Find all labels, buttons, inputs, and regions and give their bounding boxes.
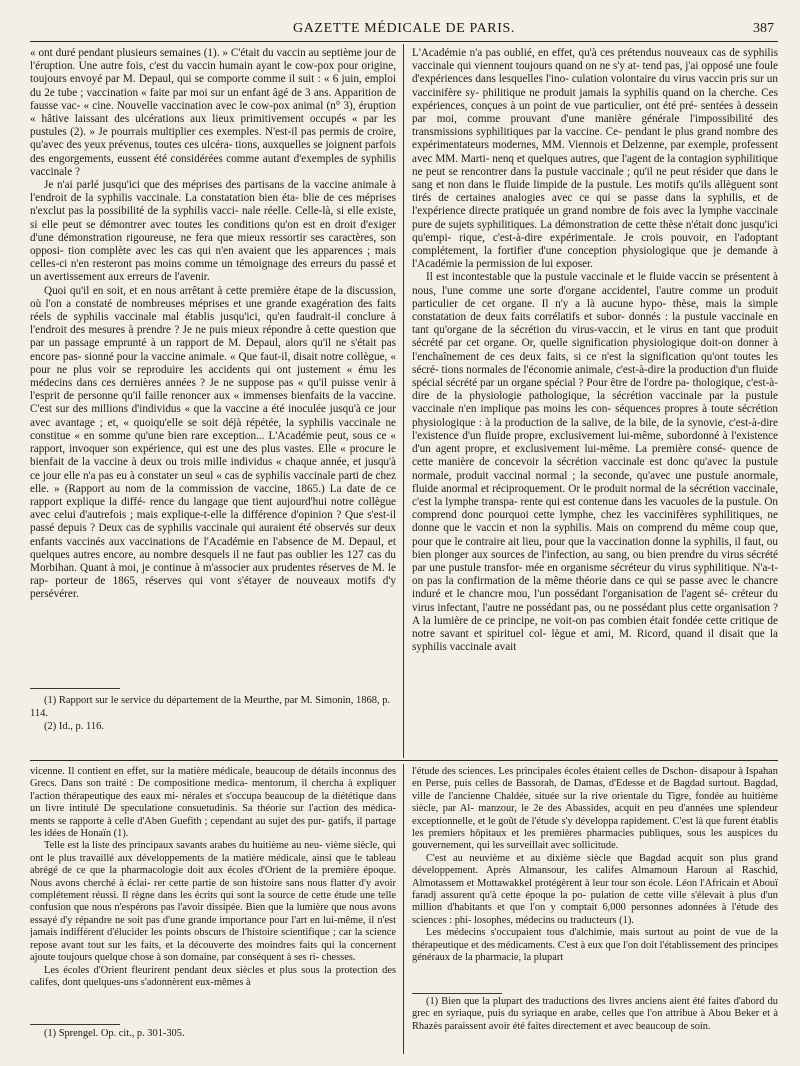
footnote: (1) Bien que la plupart des traductions des livres anciens aient été faites d'abord du grec en syriaque, puis du syriaque en arabe, celles que l'on attribue à Abou Beker et à Rhazès paraissent avoir été faites directement et avec beaucoup de soin. xyxy=(412,996,778,1032)
section-rule xyxy=(30,760,778,761)
paragraph: Il est incontestable que la pustule vaccinale et le fluide vaccin se présentent à nous, l'une comme une sorte d'organe accidentel, l'autre comme un produit particulier de cet organe. Il n'y a là aucune hypo- thèse, mais la simple constatation de deux faits corrélatifs et subor- donnés : la pustule vaccinale en tant qu'organe de la sécrétion du virus-vaccin, et le virus en tant que produit sécrété par cet organe. Or, quelle signification physiologique doit-on donner à l'enchaînement de ces deux faits, si ce n'est la signification qu'ont toutes les sécré- tions normales de l'économie animale, c'est-à-dire la production d'un fluide spécial sécrété par un organe spécial ? Pour être de l'ordre pa- thologique, c'est-à-dire de la physiologie pathologique, la sécrétion vaccinale par la pustule vaccinale n'en implique pas moins les con- séquences propres à toute sécrétion physiologique : à la production de la salive, de la bile, de la synovie, c'est-à-dire l'existence d'un fluide propre, exclusivement lui-même, subordonné à l'existence d'un agent propre, et exclusivement lui-même. La première consé- quence de cette manière de concevoir la sécrétion vaccinale est donc qu'avec la pustule normale, produit vaccinal normal ; la seconde, qu'avec une pustule anormale, fluide anormal et réciproquement. Or le produit normal de la sécrétion vaccinale, c'est la lymphe transpa- rente qui est contenue dans les vacuoles de la pustule. On comprend donc pourquoi cette lymphe, chez les vaccinifères syphilitiques, ne donne que le vaccin et non la syphilis. Mais on comprend du même coup que, pour que le contraire ait lieu, pour que la vaccination donne la syphilis, il faut, ou bien plonger aux sources de l'infection, au sang, ou bien prendre du virus sécrété par une pustule transfor- mée en organisme sécréteur du virus syphilitique. N'a-t-on pas la confirmation de la même théorie dans ce qui se passe avec le chancre induré et le chancre mou, l'un possédant l'organisation de l'agent sé- créteur du virus infectant, l'autre ne possédant pas, ou ne possédant plus cette organisation ? A la lumière de ce principe, ne voit-on pas combien était fondée cette critique de notre savant et spirituel col- lègue et ami, M. Ricord, quand il disait que la syphilis vaccinale avait xyxy=(412,271,778,654)
footnote-rule xyxy=(412,993,502,994)
column-bottom-right xyxy=(412,766,778,992)
column-top-left xyxy=(30,47,396,681)
footnote-rule xyxy=(30,688,120,689)
paragraph: Quoi qu'il en soit, et en nous arrêtant à cette première étape de la discussion, où l'on a constaté de nombreuses méprises et une grande exagération des faits réels de syphilis vaccinale mal établis jusqu'ici, qu'en faudrait-il conclure à l'endroit des mesures à prendre ? Je ne puis mieux répondre à cette question que par un passage emprunté à un rapport de M. Depaul, alors qu'il ne s'était pas encore pas- sionné pour la vaccine animale. « Que faut-il, disait notre collègue, « pour ne plus voir se reproduire les accidents qui ont justement « ému les médecins dans ces dernières années ? Je ne suppose pas « qu'il puisse venir à l'esprit de personne qu'il faille renoncer aux « immenses bienfaits de la vaccine. C'est sur des millions d'individus « que la vaccine a été inoculée jusqu'à ce jour avec avantage ; et, « quoiqu'elle se soit déjà répétée, la syphilis vaccinale ne constitue « en somme qu'une bien rare exception... L'Académie peut, sous ce « rapport, invoquer son expérience, qui est une des plus vastes. Elle « procure le bienfait de la vaccine à deux ou trois mille individus « chaque année, et jusqu'à ce jour elle n'a pas eu à constater un seul « cas de syphilis vaccinale parti de chez elle. » (Rapport au nom de la commission de vaccine, 1865.) La date de ce rapport explique la diffé- rence du langage que tient aujourd'hui notre collègue avec celui d'autrefois ; mais explique-t-elle la différence d'opinion ? Que s'est-il passé depuis ? Deux cas de syphilis vaccinale qui auraient été observés sur deux enfants vaccinés aux vaccinations de l'Académie en l'absence de M. Depaul, et quelques autres encore, au nombre desquels il ne faut pas oublier les 127 cas du Morbihan. Quant à moi, je continue à m'associer aux prudentes réserves de M. le rap- porteur de 1865, réserves qui vont s'étayer de nouveaux motifs d'y persévérer. xyxy=(30,284,396,601)
paragraph: « ont duré pendant plusieurs semaines (1). » C'était du vaccin au septième jour de l'éruption. Une autre fois, c'est du vaccin humain ayant le cow-pox pour origine, toujours envoyé par M. Depaul, qui se comporte comme il suit : « 6 juin, emploi du 2e tube ; vaccination « faite par moi sur un enfant âgé de 3 ans. Apparition de fausse vac- « cine. Nouvelle vaccination avec le cow-pox animal (n° 3), éruption « hâtive laissant des ulcérations aux lieux primitivement occupés « par les pustules (2). » Je pourrais multiplier ces exemples. N'est-il pas permis de croire, qu'avec des yeux prévenus, toutes ces ulcéra- tions, auxquelles se joignent parfois des engorgements, eussent été considérées comme autant d'exemples de syphilis vaccinale ? xyxy=(30,47,396,178)
footnote: (1) Sprengel. Op. cit., p. 301-305. xyxy=(44,1028,185,1039)
running-head xyxy=(30,20,778,40)
paragraph: C'est au neuvième et au dixième siècle que Bagdad acquit son plus grand développement. Après Almansour, les califes Almamoun Haroun al Raschid, Almotassem et Mottawakkel protégèrent à leur tour son école. Léon l'Africain et Abouï faradj assurent qu'à cette époque la po- pulation de cette ville s'élevait à plus d'un million d'habitants et que l'on y comptait 6,000 personnes adonnées à l'étude des sciences : phi- losophes, médecins ou traducteurs (1). xyxy=(412,852,778,926)
footnote: (2) Id., p. 116. xyxy=(44,721,104,732)
journal-title: GAZETTE MÉDICALE DE PARIS. xyxy=(293,21,515,36)
column-divider-top xyxy=(403,44,404,758)
footnotes-top-left xyxy=(30,694,396,733)
column-top-right xyxy=(412,47,778,757)
footnote: (1) Rapport sur le service du département de la Meurthe, par M. Simonin, 1868, p. 114. xyxy=(30,695,391,719)
paragraph: L'Académie n'a pas oublié, en effet, qu'à ces prétendus nouveaux cas de syphilis vaccinale qui viennent toujours quand on ne s'y at- tend pas, j'ai opposé une foule d'expériences dans lesquelles l'ino- culation volontaire du virus vaccin pris sur un vaccinifère sy- philitique ne produit jamais la syphilis quand on la cherche. Ces expériences, conçues à un point de vue particulier, ont été pré- sentées à dessein par moi, comme prouvant d'une manière générale l'impossibilité des transmissions syphilitiques par la vaccine. Ce- pendant le plus grand nombre des expérimentateurs modernes, MM. Viennois et Delzenne, par exemple, professent avec MM. Marti- nenq et quelques autres, que l'agent de la contagion syphilitique ne peut se rencontrer dans la pustule vaccinale ; qu'il ne peut résider que dans le sang et non dans le fluide limpide de la pustule. Les motifs qu'ils allèguent sont tirés de certaines analogies avec ce qui se passe dans la syphilis, et de l'expérience directe pratiquée un grand nombre de fois avec la lymphe vaccinale pure de sujets syphilitiques. La démonstration de cette thèse n'était donc jusqu'ici qu'empi- rique, c'est-à-dire expérimentale. Je crois pouvoir, en l'adoptant complétement, la fortifier d'une conception physiologique que je demande à l'Académie la permission de lui exposer. xyxy=(412,47,778,271)
paragraph: Les médecins s'occupaient tous d'alchimie, mais surtout au point de vue de la thérapeutique et des médicaments. C'est à eux que l'on doit l'établissement des principes généraux de la pharmacie, la plupart xyxy=(412,927,778,964)
column-bottom-left xyxy=(30,766,396,1022)
paragraph: vicenne. Il contient en effet, sur la matière médicale, beaucoup de détails inconnus des Grecs. Dans son traité : De compositione medica- mentorum, il chercha à expliquer l'action thérapeutique des eaux mi- nérales et s'occupa beaucoup de la diététique dans un livre intitulé De speculatione consuetudinis. Sa théorie sur l'action des médica- ments se rapporte à celle d'Aben Guefith ; cependant au sujet des pur- gatifs, il partage les idées de Honaïn (1). xyxy=(30,766,396,840)
paragraph: Telle est la liste des principaux savants arabes du huitième au neu- vième siècle, qui ont le plus travaillé aux développements de la matière médicale, ainsi que le tableau abrégé de ce que la pharmacologie doit aux écoles d'Orient de la première époque. Nous avons cherché à éclai- rer cette partie de son histoire sans nous flatter d'y avoir complétement réussi. Il règne dans les écrits qui sont la source de cette étude une telle confusion que nous n'espérons pas l'avoir dissipée. Bien que la lumière que nous avons essayé d'y répandre ne soit pas d'une grande importance pour l'art en lui-même, il n'est jamais indifférent d'élucider les points obscurs de l'histoire scientifique ; car la science repose avant tout sur les faits, et la découverte des moindres faits qui la concernent ajoute toujours quelque chose à son domaine, par conséquent à ses ri- chesses. xyxy=(30,840,396,964)
paragraph: Les écoles d'Orient fleurirent pendant deux siècles et plus sous la protection des califes, dont quelques-uns s'adonnèrent eux-mêmes à xyxy=(30,964,396,988)
header-rule xyxy=(30,41,778,42)
footnote-rule xyxy=(30,1024,120,1025)
page-number: 387 xyxy=(753,21,774,36)
paragraph: l'étude des sciences. Les principales écoles étaient celles de Dschon- disapour à Ispahan en Perse, puis celles de Bassorah, de Damas, d'Edesse et de Bagdad surtout. Bagdad, ville de l'ancienne Chaldée, située sur la rive orientale du Tigre, fondée au huitième siècle, par Al- manzour, le 2e des Abassides, acquit en peu d'années une splendeur exceptionnelle, et le goût de l'étude s'y développa rapidement. C'est là que furent établis les premiers hôpitaux et les premières pharmacies publiques, sous les auspices du gouvernement, qui les surveillait avec sollicitude. xyxy=(412,766,778,852)
paragraph: Je n'ai parlé jusqu'ici que des méprises des partisans de la vaccine animale à l'endroit de la syphilis vaccinale. La constatation bien éta- blie de ces méprises n'exclut pas la possibilité de la syphilis vacci- nale réelle. Celle-là, si elle existe, si elle peut se démontrer avec toutes les conditions qu'on est en droit d'exiger d'une démonstration rigoureuse, ne fera que mieux ressortir ses caractères, son opposi- tion complète avec les cas qui n'en avaient que les apparences ; mais celles-ci n'en resteront pas moins comme un témoignage des erreurs du passé et un avertissement aux erreurs de l'avenir. xyxy=(30,179,396,284)
column-divider-bottom xyxy=(403,764,404,1054)
